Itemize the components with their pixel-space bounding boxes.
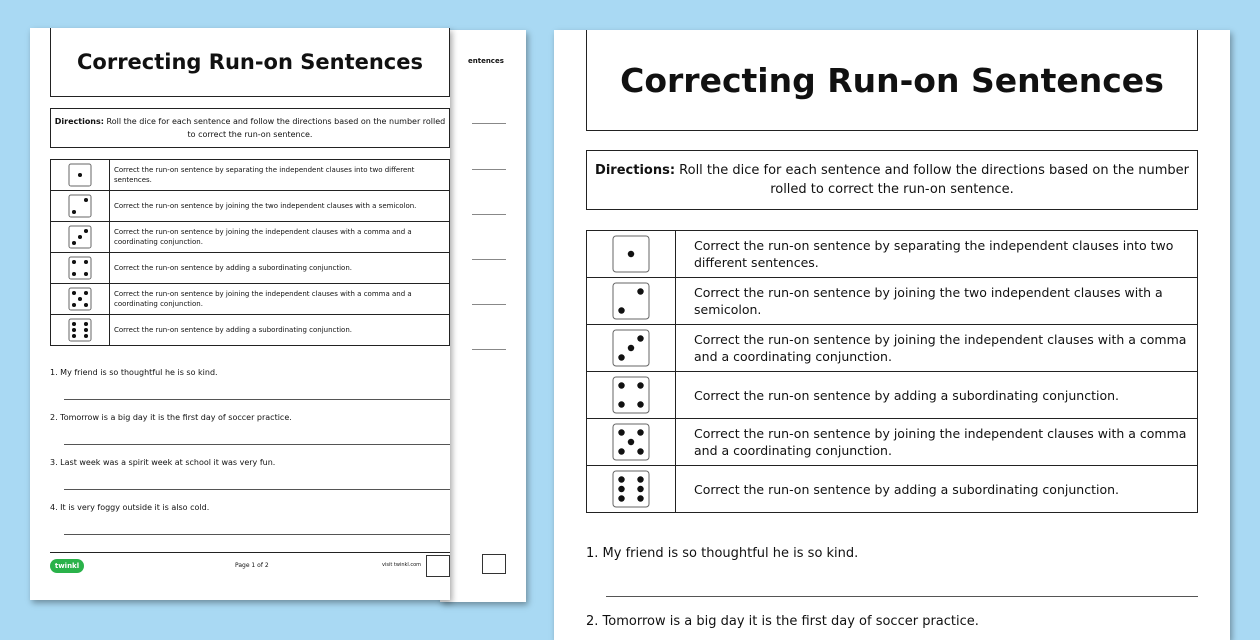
quality-seal-icon — [426, 555, 450, 577]
die-pip — [637, 401, 643, 407]
rule-text: Correct the run-on sentence by joining the independent clauses with a comma and a coordinating conjunction. — [676, 325, 1198, 372]
answer-line — [472, 214, 506, 215]
question-2: 2. Tomorrow is a big day it is the first day of soccer practice. — [50, 413, 292, 422]
die-6-icon — [612, 470, 650, 508]
rule-text: Correct the run-on sentence by joining the two independent clauses with a semicolon. — [110, 191, 450, 222]
back-page — [440, 30, 526, 602]
die-4-icon — [68, 256, 92, 280]
rule-row — [587, 372, 1198, 419]
die-pip — [637, 429, 643, 435]
die-cell — [51, 253, 110, 284]
die-pip — [84, 303, 88, 307]
die-pip — [84, 229, 88, 233]
directions-text: Roll the dice for each sentence and follow the directions based on the number rolled to correct the run-on sentence. — [675, 163, 1189, 197]
die-pip — [72, 291, 76, 295]
die-cell — [51, 315, 110, 346]
die-pip — [618, 382, 624, 388]
rule-row — [587, 278, 1198, 325]
die-cell — [587, 325, 676, 372]
answer-line — [64, 399, 450, 400]
left-page — [30, 28, 450, 600]
die-1-icon — [612, 235, 650, 273]
die-6-icon — [68, 318, 92, 342]
die-pip — [637, 476, 643, 482]
rule-row — [51, 315, 450, 346]
die-pip — [84, 272, 88, 276]
die-pip — [84, 322, 88, 326]
die-pip — [618, 476, 624, 482]
rule-row — [51, 191, 450, 222]
die-cell — [587, 419, 676, 466]
back-page-title-fragment: entences — [468, 57, 504, 65]
die-pip — [72, 210, 76, 214]
rule-text: Correct the run-on sentence by adding a subordinating conjunction. — [110, 253, 450, 284]
die-5-icon — [612, 423, 650, 461]
rule-row — [587, 231, 1198, 278]
die-1-icon — [68, 163, 92, 187]
die-cell — [51, 222, 110, 253]
rule-row — [587, 419, 1198, 466]
die-pip — [637, 288, 643, 294]
rule-text: Correct the run-on sentence by adding a subordinating conjunction. — [676, 372, 1198, 419]
die-pip — [72, 241, 76, 245]
die-pip — [628, 345, 634, 351]
die-pip — [618, 429, 624, 435]
die-pip — [72, 322, 76, 326]
die-cell — [51, 191, 110, 222]
title-box — [586, 30, 1198, 131]
directions-box — [50, 108, 450, 148]
die-pip — [618, 448, 624, 454]
answer-line — [472, 169, 506, 170]
answer-line — [64, 489, 450, 490]
die-2-icon — [68, 194, 92, 218]
die-pip — [618, 495, 624, 501]
die-pip — [72, 260, 76, 264]
die-3-icon — [612, 329, 650, 367]
directions-label: Directions: — [595, 163, 676, 178]
rule-text: Correct the run-on sentence by adding a subordinating conjunction. — [676, 466, 1198, 513]
question-3: 3. Last week was a spirit week at school it was very fun. — [50, 458, 276, 467]
rule-row — [587, 466, 1198, 513]
die-pip — [78, 297, 82, 301]
question-1: 1. My friend is so thoughtful he is so kind. — [50, 368, 218, 377]
die-5-icon — [68, 287, 92, 311]
die-pip — [618, 486, 624, 492]
die-pip — [637, 486, 643, 492]
rules-table — [50, 159, 450, 346]
directions-box — [586, 150, 1198, 210]
rule-text: Correct the run-on sentence by joining the independent clauses with a comma and a coordinating conjunction. — [110, 222, 450, 253]
rule-text: Correct the run-on sentence by separating the independent clauses into two different sentences. — [110, 160, 450, 191]
page-number: Page 1 of 2 — [235, 562, 269, 569]
die-pip — [637, 382, 643, 388]
answer-line — [472, 349, 506, 350]
die-pip — [637, 495, 643, 501]
question-2: 2. Tomorrow is a big day it is the first day of soccer practice. — [586, 614, 979, 629]
directions-label: Directions: — [54, 117, 104, 126]
footer-divider — [50, 552, 450, 553]
rule-text: Correct the run-on sentence by adding a subordinating conjunction. — [110, 315, 450, 346]
rule-text: Correct the run-on sentence by joining the two independent clauses with a semicolon. — [676, 278, 1198, 325]
die-pip — [628, 439, 634, 445]
die-pip — [618, 354, 624, 360]
quality-seal-icon — [482, 554, 506, 574]
answer-line — [472, 123, 506, 124]
rule-row — [51, 160, 450, 191]
site-link: visit twinkl.com — [382, 562, 422, 568]
die-2-icon — [612, 282, 650, 320]
die-pip — [637, 335, 643, 341]
rule-row — [51, 284, 450, 315]
answer-line — [64, 444, 450, 445]
title-box — [50, 28, 450, 97]
right-page — [554, 30, 1230, 640]
rule-text: Correct the run-on sentence by separating the independent clauses into two different sentences. — [676, 231, 1198, 278]
die-cell — [587, 278, 676, 325]
die-pip — [84, 334, 88, 338]
die-pip — [84, 260, 88, 264]
rule-text: Correct the run-on sentence by joining the independent clauses with a comma and a coordinating conjunction. — [110, 284, 450, 315]
page-title: Correcting Run-on Sentences — [620, 60, 1164, 100]
die-4-icon — [612, 376, 650, 414]
die-3-icon — [68, 225, 92, 249]
question-4: 4. It is very foggy outside it is also cold. — [50, 503, 210, 512]
die-cell — [51, 160, 110, 191]
die-pip — [72, 272, 76, 276]
answer-line — [606, 596, 1198, 597]
rules-table — [586, 230, 1198, 513]
die-cell — [587, 231, 676, 278]
die-cell — [51, 284, 110, 315]
answer-line — [472, 304, 506, 305]
die-pip — [84, 198, 88, 202]
page-title: Correcting Run-on Sentences — [77, 50, 423, 74]
answer-line — [64, 534, 450, 535]
die-pip — [72, 334, 76, 338]
twinkl-logo: twinkl — [50, 559, 84, 573]
die-cell — [587, 466, 676, 513]
die-cell — [587, 372, 676, 419]
answer-line — [472, 259, 506, 260]
die-pip — [637, 448, 643, 454]
rule-row — [587, 325, 1198, 372]
die-pip — [78, 235, 82, 239]
die-pip — [618, 401, 624, 407]
rule-row — [51, 253, 450, 284]
die-pip — [72, 303, 76, 307]
die-pip — [78, 173, 82, 177]
rule-text: Correct the run-on sentence by joining the independent clauses with a comma and a coordinating conjunction. — [676, 419, 1198, 466]
die-pip — [628, 251, 634, 257]
rule-row — [51, 222, 450, 253]
die-pip — [84, 291, 88, 295]
directions-text: Roll the dice for each sentence and follow the directions based on the number rolled to correct the run-on sentence. — [103, 117, 446, 139]
question-1: 1. My friend is so thoughtful he is so kind. — [586, 546, 859, 561]
die-pip — [618, 307, 624, 313]
die-pip — [72, 328, 76, 332]
die-pip — [84, 328, 88, 332]
